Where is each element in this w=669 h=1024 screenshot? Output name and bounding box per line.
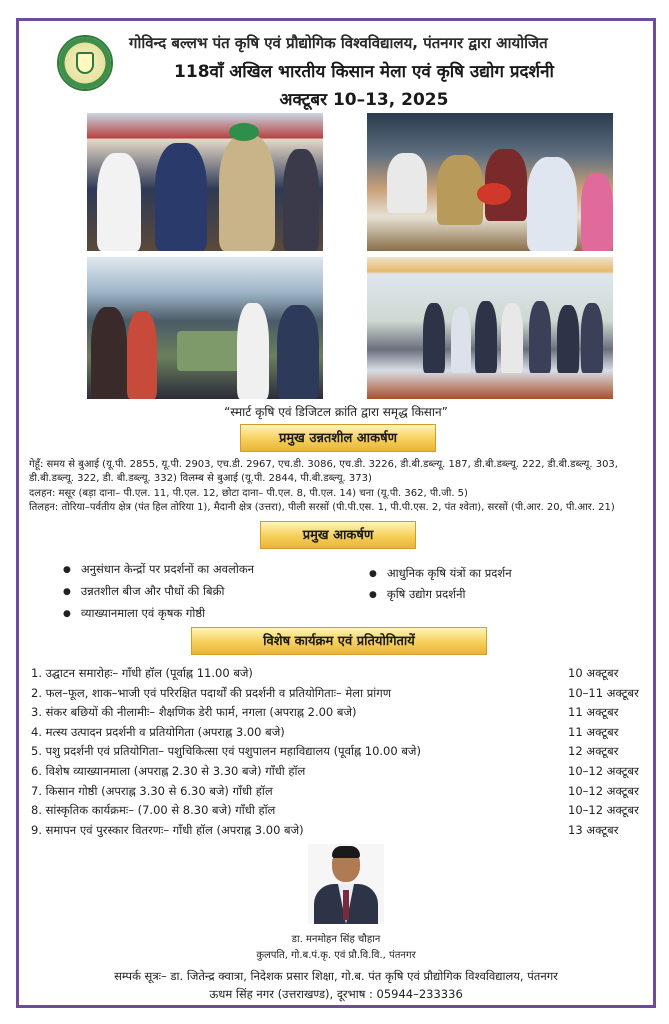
photo-vegetable-stall <box>367 113 613 251</box>
poster <box>16 18 656 1008</box>
event-row <box>31 686 647 706</box>
list-item: ● उन्नतशील बीज और पौधों की बिक्री <box>63 584 224 599</box>
event-date: 10–12 अक्टूबर <box>568 783 639 798</box>
crop-wheat: गेहूँ: समय से बुआई (यू.पी. 2855, यू.पी. 2903, एच.डी. 2967, एच.डी. 3086, एच.डी. 3226, डी.बी.डब्ल्यू. 187, डी.बी.डब्ल्यू. 222, डी.बी.डब्ल्यू. 303, डी.बी.डब्ल्यू. 322, डी. बी.डब्ल्यू. 332) विलम्ब से बुआई (यू.पी. 2844, पी.बी.डब्ल्यू. 373) <box>29 459 618 484</box>
photo-award-ceremony <box>367 257 613 399</box>
vice-chancellor-portrait <box>308 844 384 924</box>
event-text: 9. समापन एवं पुरस्कार वितरणः– गाँधी हॉल (अपराह्न 3.00 बजे) <box>31 822 304 837</box>
event-row <box>31 725 647 745</box>
event-row <box>31 823 647 843</box>
event-text: 8. सांस्कृतिक कार्यक्रमः– (7.00 से 8.30 बजे) गाँधी हॉल <box>31 803 276 818</box>
list-item: ● व्याख्यानमाला एवं कृषक गोष्ठी <box>63 606 205 621</box>
event-date: 11 अक्टूबर <box>568 705 619 720</box>
event-row <box>31 705 647 725</box>
event-text: 6. विशेष व्याख्यानमाला (अपराह्न 2.30 से 3.30 बजे) गाँधी हॉल <box>31 763 306 778</box>
section-title-special-programs: विशेष कार्यक्रम एवं प्रतियोगितायें <box>191 627 487 655</box>
section-title-improved-attractions: प्रमुख उन्नतशील आकर्षण <box>240 424 436 452</box>
list-item: ● कृषि उद्योग प्रदर्शनी <box>369 587 465 602</box>
event-row <box>31 666 647 686</box>
section-title-main-attractions: प्रमुख आकर्षण <box>260 521 416 549</box>
event-row <box>31 784 647 804</box>
university-logo <box>57 35 113 91</box>
photo-exhibition <box>87 257 323 399</box>
signatory-designation: कुलपति, गो.ब.पं.कृ. एवं प्रौ.वि.वि., पंतनगर <box>256 950 416 961</box>
event-dates: अक्टूबर 10–13, 2025 <box>279 90 449 110</box>
event-date: 10–12 अक्टूबर <box>568 803 639 818</box>
organizer-line: गोविन्द बल्लभ पंत कृषि एवं प्रौद्योगिक विश्वविद्यालय, पंतनगर द्वारा आयोजित <box>129 34 548 52</box>
event-date: 11 अक्टूबर <box>568 724 619 739</box>
event-text: 7. किसान गोष्ठी (अपराह्न 3.30 से 6.30 बजे) गाँधी हॉल <box>31 783 273 798</box>
crop-pulses: दलहन: मसूर (बड़ा दाना– पी.एल. 11, पी.एल. 12, छोटा दाना– पी.एल. 8, पी.एल. 14) चना (यू.पी. 362, पी.जी. 5) <box>29 488 468 499</box>
event-title: 118वाँ अखिल भारतीय किसान मेला एवं कृषि उद्योग प्रदर्शनी <box>174 62 554 82</box>
event-text: 2. फल–फूल, शाक–भाजी एवं परिरक्षित पदार्थों की प्रदर्शनी व प्रतियोगिताः– मेला प्रांगण <box>31 685 392 700</box>
event-list <box>31 666 647 842</box>
event-date: 10 अक्टूबर <box>568 666 619 680</box>
contact-line: सम्पर्क सूत्रः– डा. जितेन्द्र क्वात्रा, निदेशक प्रसार शिक्षा, गो.ब. पंत कृषि एवं प्रौद्योगिक विश्वविद्यालय, पंतनगर <box>114 969 558 983</box>
event-row <box>31 803 647 823</box>
crop-oilseeds: तिलहन: तोरिया–पर्वतीय क्षेत्र (पंत हिल तोरिया 1), मैदानी क्षेत्र (उत्तरा), पीली सरसों (पी.पी.एस. 1, पी.पी.एस. 2, पंत श्वेता), सरसों (पी.आर. 20, पी.आर. 21) <box>29 502 615 513</box>
event-text: 3. संकर बछियों की नीलामीः– शैक्षणिक डेरी फार्म, नगला (अपराह्न 2.00 बजे) <box>31 705 357 720</box>
shield-icon <box>76 52 94 74</box>
event-text: 4. मत्स्य उत्पादन प्रदर्शनी व प्रतियोगिता (अपराह्न 3.00 बजे) <box>31 724 285 739</box>
event-row <box>31 764 647 784</box>
photo-inauguration <box>87 113 323 251</box>
event-date: 10–11 अक्टूबर <box>568 685 639 700</box>
event-date: 13 अक्टूबर <box>568 822 619 837</box>
event-date: 10–12 अक्टूबर <box>568 763 639 778</box>
contact-phone: ऊधम सिंह नगर (उत्तराखण्ड), दूरभाष : 05944–233336 <box>209 987 463 1001</box>
list-item: ● आधुनिक कृषि यंत्रों का प्रदर्शन <box>369 566 512 581</box>
event-text: 5. पशु प्रदर्शनी एवं प्रतियोगिता– पशुचिकित्सा एवं पशुपालन महाविद्यालय (पूर्वाह्न 10.00 बजे) <box>31 744 421 759</box>
slogan: “स्मार्ट कृषि एवं डिजिटल क्रांति द्वारा समृद्ध किसान” <box>224 405 448 419</box>
header <box>19 29 653 119</box>
event-date: 12 अक्टूबर <box>568 744 619 759</box>
list-item: ● अनुसंधान केन्द्रों पर प्रदर्शनों का अवलोकन <box>63 562 254 577</box>
signatory-name: डा. मनमोहन सिंह चौहान <box>291 934 381 945</box>
event-text: 1. उद्घाटन समारोहः– गाँधी हॉल (पूर्वाह्न 11.00 बजे) <box>31 666 253 680</box>
event-row <box>31 744 647 764</box>
